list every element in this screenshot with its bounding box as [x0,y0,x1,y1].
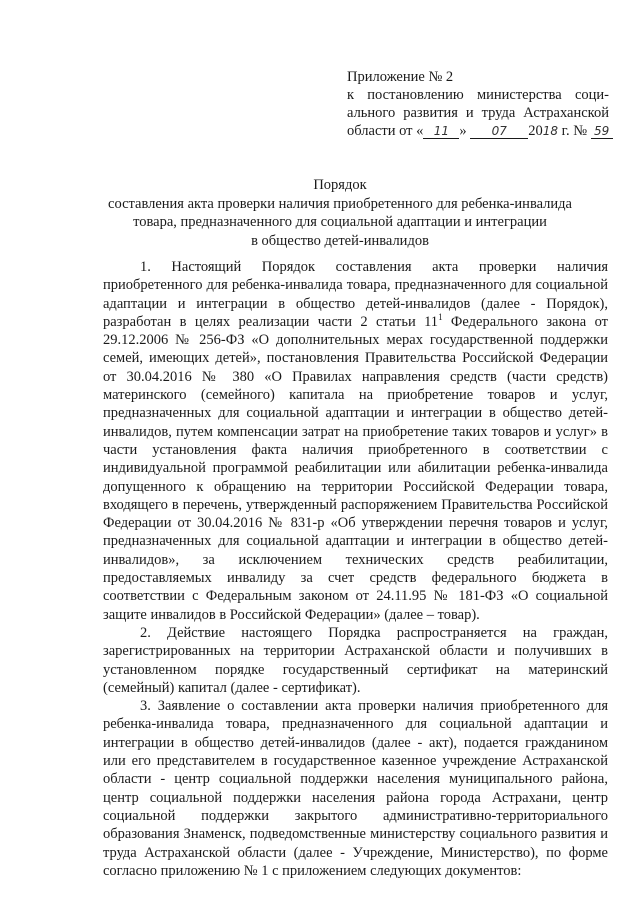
paragraph-1: 1. Настоящий Порядок составления акта проверки наличия приобретенного для ребенка-инвалида товара, предназначенного для социальной адаптации и интеграции в общество детей-инвалидов (далее - Порядок), разработан в целях реализации части 2 статьи $11^1$ Федерального закона от 29.12.2006 № 256-ФЗ «О дополнительных мерах государственной поддержки семей, имеющих детей», постановления Правительства Российской Федерации от 30.04.2016 № 380 «О Правилах направления средств (части средств) материнского (семейного) капитала на приобретение товаров и услуг, предназначенных для социальной адаптации и интеграции в общество детей-инвалидов, путем компенсации затрат на приобретение таких товаров и услуг» в части установления факта наличия приобретенного в соответствии с индивидуальной программой реабилитации или абилитации ребенка-инвалида допущенного к обращению на территории Российской Федерации товара, входящего в перечень, утвержденный распоряжением Правительства Российской Федерации от 30.04.2016 № 831-р «Об утверждении перечня товаров и услуг, предназначенных для социальной адаптации и интеграции в общество детей-инвалидов», за исключением технических средств реабилитации, предоставляемых инвалиду за счет средств федерального бюджета в соответствии с Федеральным законом от 24.11.95 № 181-ФЗ «О социальной защите инвалидов в Российской Федерации» (далее – товар). [103,259,608,623]
superscript: 1 [438,312,443,323]
year-end: г. № [558,123,591,139]
appendix-line-2: к постановлению министерства соци- [347,87,609,103]
title-line-3: в общество детей-инвалидов [251,232,429,249]
title-line-1: составления акта проверки наличия приобретенного для ребенка-инвалида [108,195,572,212]
appendix-date-line [347,122,609,140]
paragraph-2: 2. Действие настоящего Порядка распространяется на граждан, зарегистрированных на территории Астраханской области и получивших в установленном порядке государственный сертификат на материнский (семейный) капитал (далее - сертификат). [103,624,608,696]
title-heading: Порядок [313,177,367,193]
title-line-2: товара, предназначенного для социальной адаптации и интеграции [133,214,547,230]
document-title [80,176,600,250]
appendix-header [347,68,609,140]
handwritten-month: 07 [470,124,528,139]
paragraph-3: 3. Заявление о составлении акта проверки наличия приобретенного для ребенка-инвалида товара, предназначенного для социальной адаптации и интеграции в общество детей-инвалидов (далее - акт), подается гражданином или его представителем в государственное казенное учреждение Астраханской области - центр социальной поддержки населения муниципального района, центр социальной поддержки населения района города Астрахани, центр социальной поддержки закрытого административно-территориального образования Знаменск, подведомственные министерству социального развития и труда Астраханской области (далее - Учреждение, Министерство), по форме согласно приложению № 1 с приложением следующих документов: [103,698,608,879]
handwritten-number: 59 [591,124,613,139]
handwritten-year: 18 [542,124,559,138]
appendix-number: Приложение № 2 [347,69,454,85]
date-prefix: области от « [347,123,424,139]
handwritten-day: 11 [423,124,459,139]
appendix-line-3: ального развития и труда Астраханской [347,105,609,121]
document-body [103,258,608,880]
date-mid: » [459,123,467,139]
year-prefix: 20 [528,123,543,139]
